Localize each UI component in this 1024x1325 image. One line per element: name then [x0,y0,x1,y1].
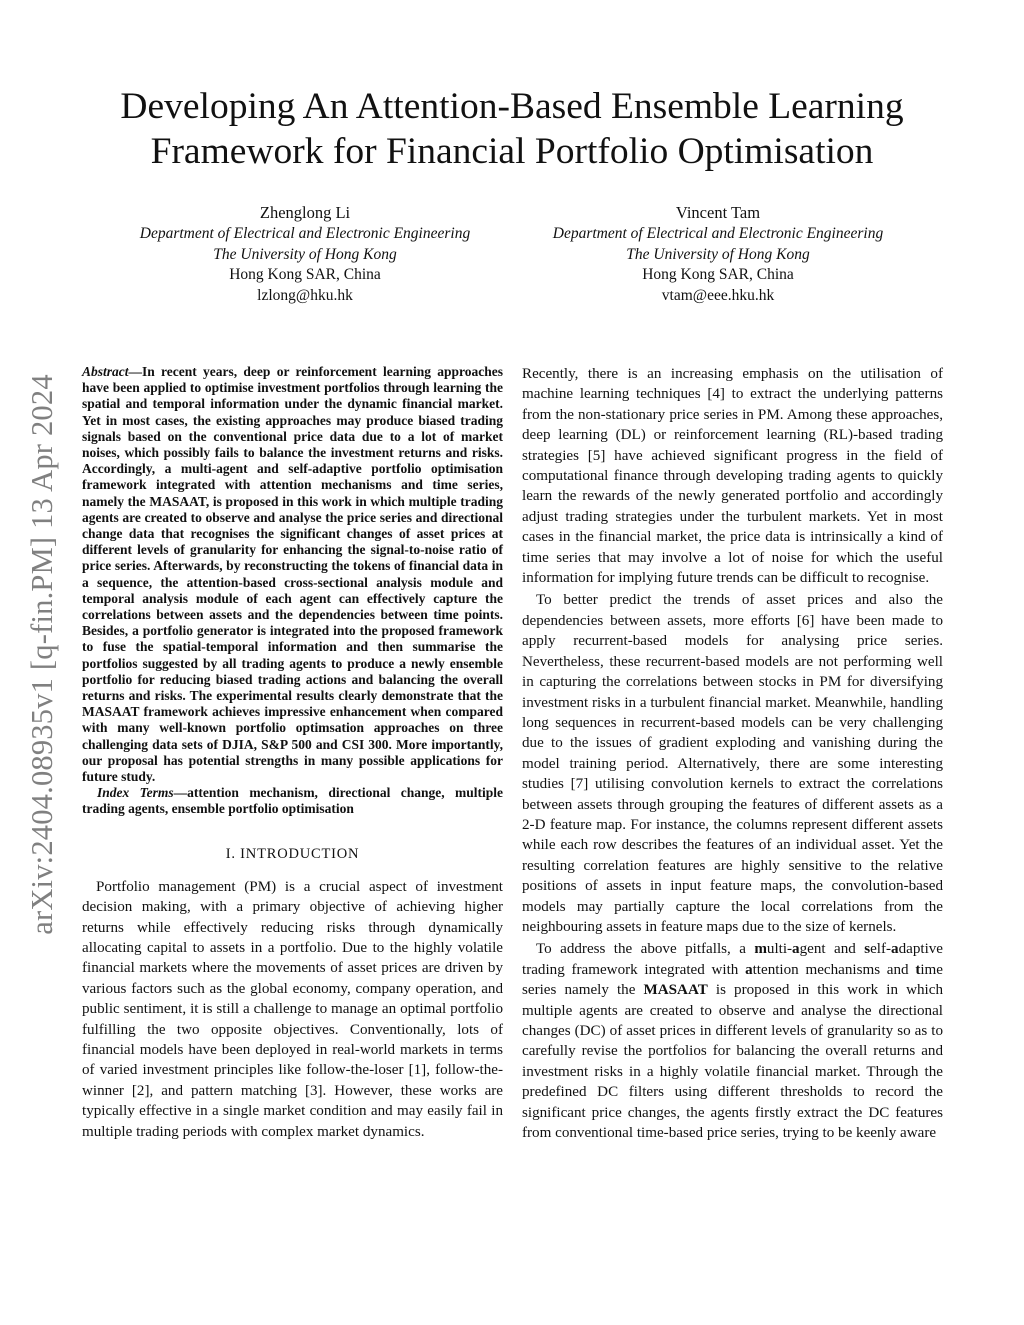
author-block-1 [105,203,505,307]
index-terms [82,785,503,817]
author-name: Vincent Tam [675,203,761,222]
author-department: Department of Electrical and Electronic Engineering [139,224,471,242]
author-department: Department of Electrical and Electronic Engineering [552,224,884,242]
paper-title: Developing An Attention-Based Ensemble Learning Framework for Financial Portfolio Optimisation [120,86,904,172]
intro-paragraph-masaat: To address the above pitfalls, a multi-agent and self-adaptive trading framework integrated with attention mechanisms and time series namely the MASAAT is proposed in this work in which multiple agents are created to observe and analyse the directional changes (DC) of asset prices in different levels of granularity so as to carefully revise the portfolios for balancing the overall returns and investment risks in a highly volatile financial market. Through the predefined DC filters using different thresholds to record the significant price changes, the agents firstly extract the DC features from conventional time-based price series, trying to be keenly aware [522,941,944,1142]
intro-paragraph: Portfolio management (PM) is a crucial aspect of investment decision making, with a primary objective of achieving higher returns while effectively reducing risks through dynamically allocating capital to assets in a portfolio. Due to the highly volatile financial markets where the movements of asset prices are driven by various factors such as the global economy, company operation, and public sentiment, it is still a challenge to manage an optimal portfolio fulfilling the two opposite objectives. Conventionally, lots of financial models have been deployed in real-world markets in terms of varied investment principles like follow-the-loser [1], follow-the-winner [2], and pattern matching [3]. However, these works are typically effective in a single market condition and may easily fail in multiple trading periods with complex market dynamics. [82,878,503,1140]
author-block-2 [518,203,918,307]
abstract-label: Abstract [82,364,129,379]
author-university: The University of Hong Kong [626,245,810,263]
arxiv-identifier: arXiv:2404.08935v1 [q-fin.PM] 13 Apr 2024 [24,373,59,935]
author-university: The University of Hong Kong [213,245,397,263]
index-terms-text: —attention mechanism, directional change, multiple trading agents, ensemble portfolio optimisation [82,785,503,817]
author-email: vtam@eee.hku.hk [661,287,775,305]
abstract-paragraph [82,364,503,785]
arxiv-stamp [22,340,62,968]
author-location: Hong Kong SAR, China [229,266,381,284]
intro-left-body [82,877,503,1142]
intro-right-body [522,364,943,1143]
section-heading: I. INTRODUCTION [225,845,360,862]
intro-paragraph: Recently, there is an increasing emphasis on the utilisation of machine learning techniques [4] to extract the underlying patterns from the non-stationary price series in PM. Among these approaches, deep learning (DL) or reinforcement learning (RL)-based trading strategies [5] have achieved significant progress in the field of computational finance through developing trading agents to quickly learn the rewards of the newly generated portfolio and accordingly adjust trading strategies under the turbulent markets. Yet in most cases in the financial market, the price data is intrinsically a kind of time series that may involve a lot of noise for which the useful information for implying future trends can be difficult to recognise. [522,366,943,587]
left-column [82,364,503,1142]
abstract-text: —In recent years, deep or reinforcement learning approaches have been applied to optimise investment portfolios through learning the spatial and temporal information under the dynamic financial market. Yet in most cases, the existing approaches may produce biased trading signals based on the conventional price data due to a lot of market noises, which possibly fails to balance the investment returns and risks. Accordingly, a multi-agent and self-adaptive portfolio optimisation framework integrated with attention mechanisms and time series, namely the MASAAT, is proposed in this work in which multiple trading agents are created to observe and analyse the price series and directional change data that recognises the significant changes of asset prices at different levels of granularity for enhancing the signal-to-noise ratio of price series. Afterwards, by reconstructing the tokens of financial data in a sequence, the attention-based cross-sectional analysis module and temporal analysis module of each agent can effectively capture the correlations between assets and the dependencies between time points. Besides, a portfolio generator is integrated into the proposed framework to fuse the spatial-temporal information and then summarise the portfolios suggested by all trading agents to produce a newly ensemble portfolio for reducing biased trading actions and balancing the overall returns and risks. The experimental results clearly demonstrate that the MASAAT framework achieves impressive enhancement when compared with many well-known portfolio optimsation approaches on three challenging data sets of DJIA, S&P 500 and CSI 300. More importantly, our proposal has potential strengths in many possible applications for future study. [82,364,503,785]
author-location: Hong Kong SAR, China [642,266,794,284]
abstract [82,364,503,818]
author-name: Zhenglong Li [259,203,351,222]
index-terms-label: Index Terms [97,785,174,801]
intro-paragraph: To better predict the trends of asset prices and also the dependencies between assets, more efforts [6] have been made to apply recurrent-based models for analysing price series. Nevertheless, these recurrent-based models are not performing well in capturing the correlations between stocks in PM for diversifying investment risks in a turbulent financial market. Meanwhile, handling long sequences in recurrent-based models can be very challenging due to the issues of gradient exploding and vanishing during the model training period. Alternatively, there are some interesting studies [7] utilising convolution kernels to extract the correlations between assets through grouping the features of different assets as a 2-D feature map. For instance, the columns represent different assets while each row describes the features of an individual asset. Yet the resulting correlation features are highly sensitive to the relative positions of assets in input feature maps, the convolution-based models may partially capture the local correlations from the neighbouring assets in feature maps due to the size of kernels. [522,592,943,935]
right-column [522,364,943,1145]
author-email: lzlong@hku.hk [257,287,353,305]
